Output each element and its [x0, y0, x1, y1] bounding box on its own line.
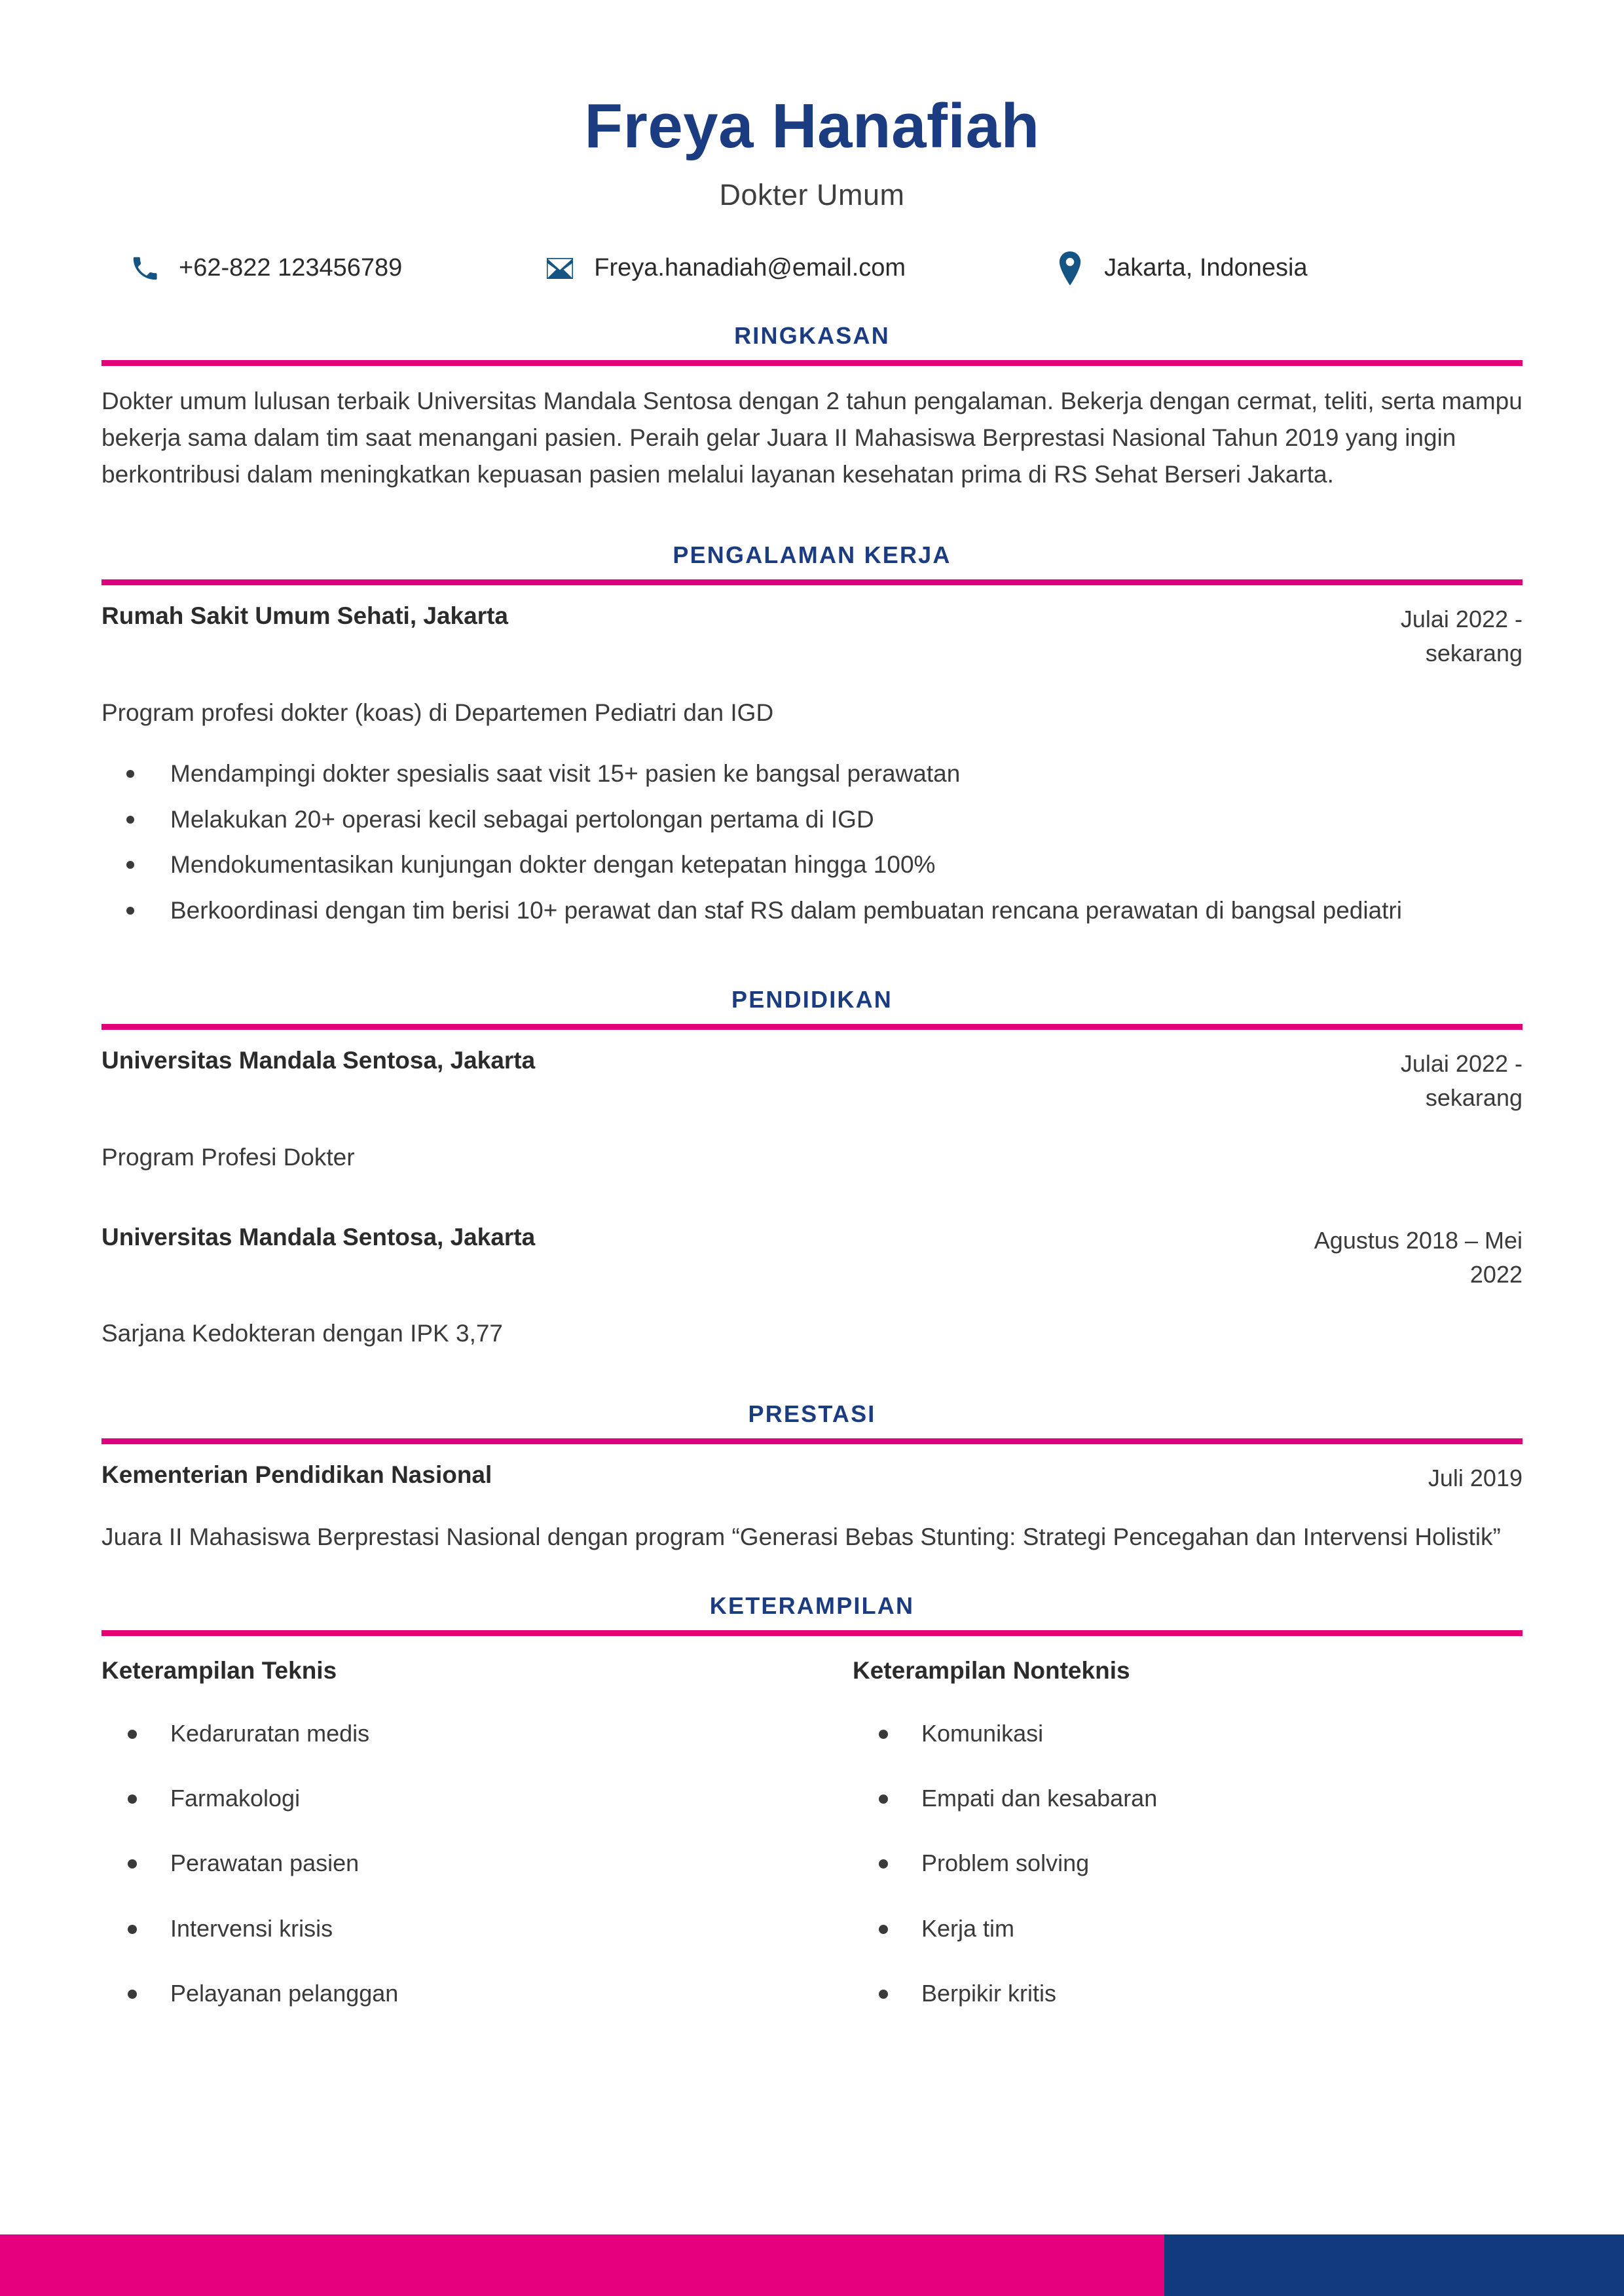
experience-org: Rumah Sakit Umum Sehati, Jakarta — [101, 602, 508, 630]
list-item: Intervensi krisis — [101, 1912, 812, 1945]
contact-phone-text: +62-822 123456789 — [179, 254, 403, 282]
list-item: Berpikir kritis — [853, 1977, 1522, 2010]
education-date: Julai 2022 - sekarang — [1400, 1050, 1522, 1112]
section-divider — [101, 1630, 1522, 1636]
skills-nontechnical-list — [853, 1717, 1522, 2011]
education-entry — [101, 1047, 1522, 1175]
list-item: Farmakologi — [101, 1782, 812, 1815]
entry-header — [101, 1461, 1522, 1495]
job-title: Dokter Umum — [719, 177, 905, 211]
list-item: Empati dan kesabaran — [853, 1782, 1522, 1815]
resume-header — [0, 0, 1624, 212]
achievement-date: Juli 2019 — [1428, 1464, 1522, 1491]
section-divider — [101, 579, 1522, 585]
section-title-skills: KETERAMPILAN — [709, 1592, 915, 1619]
contact-email-text: Freya.hanadiah@email.com — [594, 254, 906, 282]
achievement-detail: Juara II Mahasiswa Berprestasi Nasional dengan program “Generasi Bebas Stunting: Strategi Pencegahan dan Intervensi Holistik” — [101, 1523, 1501, 1551]
education-org: Universitas Mandala Sentosa, Jakarta — [101, 1224, 536, 1251]
section-divider — [101, 1024, 1522, 1030]
envelope-icon — [543, 251, 577, 285]
section-summary — [0, 322, 1624, 494]
experience-date: Julai 2022 - sekarang — [1400, 606, 1522, 667]
list-item: Mendokumentasikan kunjungan dokter dengan ketepatan hingga 100% — [101, 847, 1522, 883]
entry-header — [101, 1224, 1522, 1292]
education-org: Universitas Mandala Sentosa, Jakarta — [101, 1047, 536, 1074]
education-detail: Sarjana Kedokteran dengan IPK 3,77 — [101, 1320, 504, 1347]
achievement-entry — [101, 1461, 1522, 1556]
section-achievements — [0, 1400, 1624, 1556]
list-item: Pelayanan pelanggan — [101, 1977, 812, 2010]
list-item: Problem solving — [853, 1847, 1522, 1880]
section-education — [0, 986, 1624, 1352]
contact-email[interactable] — [543, 251, 906, 285]
map-pin-icon — [1053, 251, 1087, 285]
contact-phone[interactable] — [128, 251, 402, 285]
education-entry — [101, 1224, 1522, 1352]
list-item: Berkoordinasi dengan tim berisi 10+ perawat dan staf RS dalam pembuatan rencana perawatan di bangsal pediatri — [101, 892, 1522, 929]
achievement-org: Kementerian Pendidikan Nasional — [101, 1461, 492, 1488]
list-item: Komunikasi — [853, 1717, 1522, 1750]
summary-text: Dokter umum lulusan terbaik Universitas Mandala Sentosa dengan 2 tahun pengalaman. Bekerja dengan cermat, teliti, serta mampu bekerja sama dalam tim saat menangani pasien. Peraih gelar Juara II Mahasiswa Berprestasi Nasional Tahun 2019 yang ingin berkontribusi dalam meningkatkan kepuasan pasien melalui layanan kesehatan prima di RS Sehat Berseri Jakarta. — [101, 387, 1522, 488]
footer-accent-pink — [0, 2234, 1164, 2296]
footer-bar — [0, 2234, 1624, 2296]
skills-columns — [101, 1653, 1522, 2043]
skills-technical-column — [101, 1657, 812, 2043]
skills-technical-heading: Keterampilan Teknis — [101, 1656, 337, 1684]
section-experience — [0, 541, 1624, 928]
skills-technical-list — [101, 1717, 812, 2011]
section-title-experience: PENGALAMAN KERJA — [673, 541, 951, 569]
list-item: Melakukan 20+ operasi kecil sebagai pertolongan pertama di IGD — [101, 801, 1522, 838]
experience-role: Program profesi dokter (koas) di Departemen Pediatri dan IGD — [101, 699, 774, 726]
entry-header — [101, 1047, 1522, 1115]
education-date: Agustus 2018 – Mei 2022 — [1314, 1227, 1522, 1288]
footer-accent-navy — [1164, 2234, 1624, 2296]
page-title: Freya Hanafiah — [584, 91, 1040, 161]
education-detail: Program Profesi Dokter — [101, 1143, 355, 1171]
experience-bullet-list — [101, 756, 1522, 928]
section-divider — [101, 1438, 1522, 1444]
experience-entry — [101, 602, 1522, 928]
phone-icon — [128, 251, 162, 285]
section-skills — [0, 1592, 1624, 2043]
contact-bar — [0, 251, 1624, 285]
list-item: Perawatan pasien — [101, 1847, 812, 1880]
skills-nontechnical-column — [812, 1657, 1522, 2043]
section-title-achievements: PRESTASI — [748, 1400, 876, 1427]
list-item: Kedaruratan medis — [101, 1717, 812, 1750]
section-title-summary: RINGKASAN — [734, 321, 890, 349]
contact-location[interactable] — [1053, 251, 1308, 285]
section-title-education: PENDIDIKAN — [731, 986, 893, 1013]
list-item: Kerja tim — [853, 1912, 1522, 1945]
entry-header — [101, 602, 1522, 670]
section-divider — [101, 360, 1522, 366]
list-item: Mendampingi dokter spesialis saat visit 15+ pasien ke bangsal perawatan — [101, 756, 1522, 792]
skills-nontechnical-heading: Keterampilan Nonteknis — [853, 1656, 1130, 1684]
contact-location-text: Jakarta, Indonesia — [1104, 254, 1308, 282]
